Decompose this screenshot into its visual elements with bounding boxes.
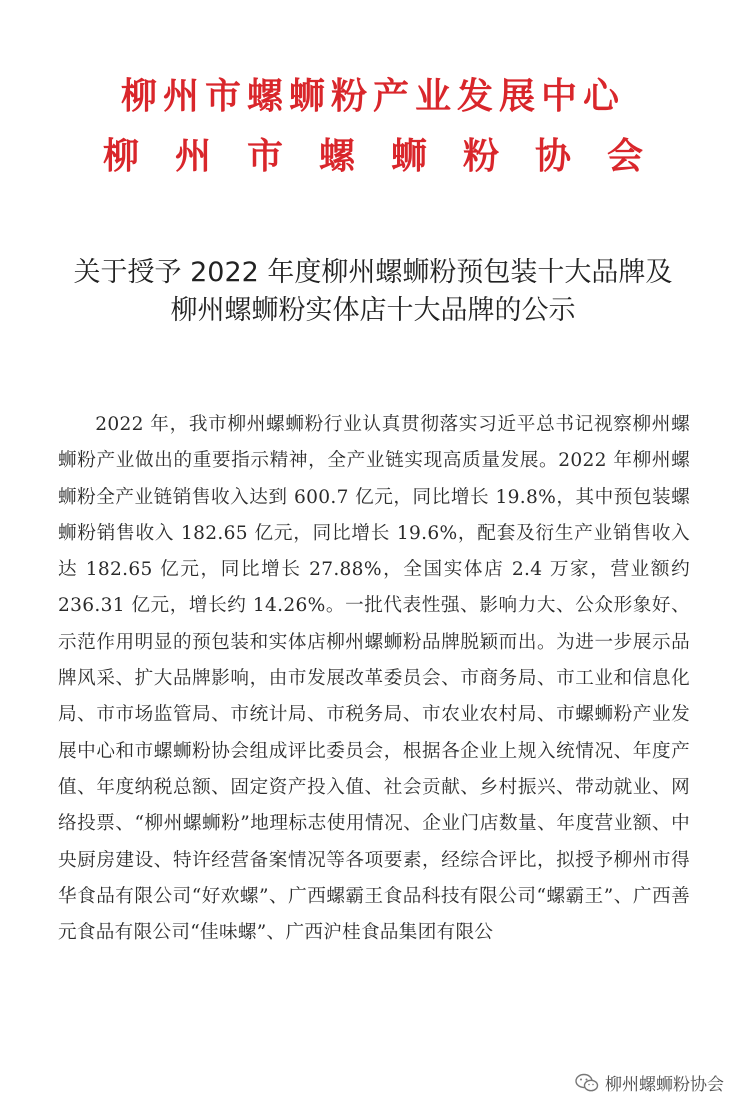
watermark [575,1070,724,1095]
document-title-line-1: 关于授予 2022 年度柳州螺蛳粉预包装十大品牌及 [73,257,673,288]
letterhead-org-2: 柳州市螺蛳粉协会 [102,136,679,177]
letterhead-org-1: 柳州市螺蛳粉产业发展中心 [120,76,625,117]
wechat-icon [575,1073,599,1093]
watermark-text: 柳州螺蛳粉协会 [605,1075,724,1095]
document-body-paragraph: 2022 年，我市柳州螺蛳粉行业认真贯彻落实习近平总书记视察柳州螺蛳粉产业做出的重要指示精神，全产业链实现高质量发展。2022 年柳州螺蛳粉全产业链销售收入达到 600.7 亿元，同比增长 19.8%，其中预包装螺蛳粉销售收入 182.65 亿元，同比增长 19.6%，配套及衍生产业销售收入达 182.65 亿元，同比增长 27.88%，全国实体店 2.4 万家，营业额约 236.31 亿元，增长约 14.26%。一批代表性强、影响力大、公众形象好、示范作用明显的预包装和实体店柳州螺蛳粉品牌脱颖而出。为进一步展示品牌风采、扩大品牌影响，由市发展改革委员会、市商务局、市工业和信息化局、市市场监管局、市统计局、市税务局、市农业农村局、市螺蛳粉产业发展中心和市螺蛳粉协会组成评比委员会，根据各企业上规入统情况、年度产值、年度纳税总额、固定资产投入值、社会贡献、乡村振兴、带动就业、网络投票、“柳州螺蛳粉”地理标志使用情况、企业门店数量、年度营业额、中央厨房建设、特许经营备案情况等各项要素，经综合评比，拟授予柳州市得华食品有限公司“好欢螺”、广西螺霸王食品科技有限公司“螺霸王”、广西善元食品有限公司“佳味螺”、广西沪桂食品集团有限公 [58,414,690,944]
document-title-line-2: 柳州螺蛳粉实体店十大品牌的公示 [170,295,576,326]
